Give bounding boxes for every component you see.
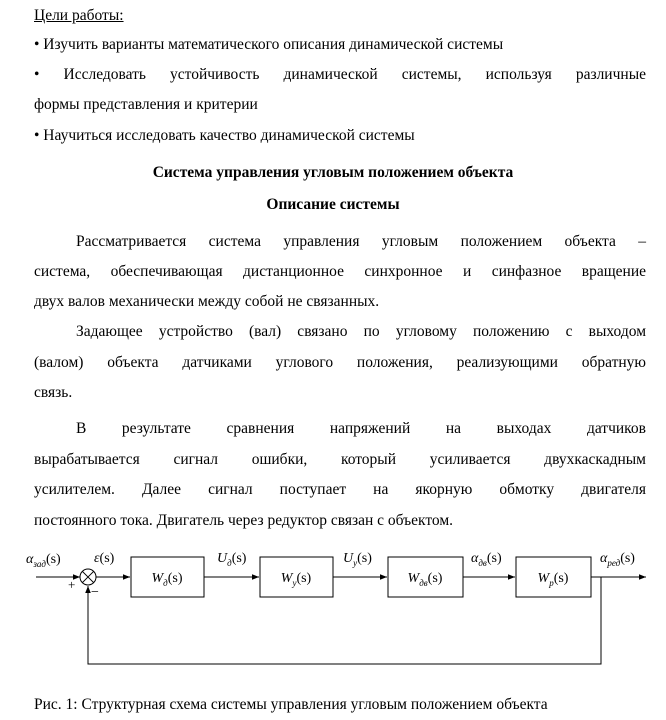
section-title: Система управления угловым положением объекта [152, 164, 514, 181]
paragraph-3-line-1: В результате сравнения напряжений на выходах датчиков [76, 420, 646, 437]
feedback-line [88, 577, 601, 664]
paragraph-1-line-1: Рассматривается система управления угловым положением объекта – [76, 233, 646, 250]
paragraph-2-line-2: (валом) объекта датчиками углового положения, реализующими обратную [34, 354, 646, 371]
paragraph-1-line-2: система, обеспечивающая дистанционное синхронное и синфазное вращение [34, 263, 646, 280]
signal-output-label: $\alpha_{ред}(s)$ [600, 551, 635, 568]
plus-sign: + [68, 577, 76, 592]
block-w-d-label: $W_д(s)$ [151, 571, 183, 588]
goals-heading: Цели работы: [34, 7, 124, 24]
goal-item-2-cont: формы представления и критерии [34, 96, 258, 113]
signal-input-label: $\alpha_{зад}(s)$ [26, 552, 61, 569]
section-subtitle: Описание системы [266, 196, 400, 213]
block-w-dv [388, 557, 463, 597]
goal-item-3: • Научиться исследовать качество динамической системы [34, 127, 415, 144]
goal-item-1: • Изучить варианты математического описания динамической системы [34, 36, 504, 53]
signal-u-d-label: $U_д(s)$ [217, 551, 247, 568]
block-w-u-label: $W_у(s)$ [280, 571, 312, 588]
paragraph-2-line-1: Задающее устройство (вал) связано по угловому положению с выходом [76, 323, 646, 340]
minus-sign: − [91, 585, 99, 600]
signal-u-u-label: $U_у(s)$ [343, 551, 372, 568]
paragraph-1-line-3: двух валов механически между собой не связанных. [34, 293, 380, 310]
goal-item-2: • Исследовать устойчивость динамической системы, используя различные [34, 66, 646, 83]
paragraph-3-line-2: вырабатывается сигнал ошибки, который усиливается двухкаскадным [34, 451, 646, 468]
block-w-dv-label: $W_{дв}(s)$ [407, 571, 443, 588]
signal-error-label: ε(s) [94, 551, 115, 566]
paragraph-3-line-3: усилителем. Далее сигнал поступает на якорную обмотку двигателя [34, 481, 646, 498]
paragraph-3-line-4: постоянного тока. Двигатель через редуктор связан с объектом. [34, 512, 454, 529]
signal-a-dv-label: $\alpha_{дв}(s)$ [471, 551, 502, 568]
block-w-r-label: $W_р(s)$ [537, 571, 569, 588]
paragraph-2-line-3: связь. [34, 384, 73, 401]
figure-caption: Рис. 1: Структурная схема системы управления угловым положением объекта [34, 696, 548, 713]
